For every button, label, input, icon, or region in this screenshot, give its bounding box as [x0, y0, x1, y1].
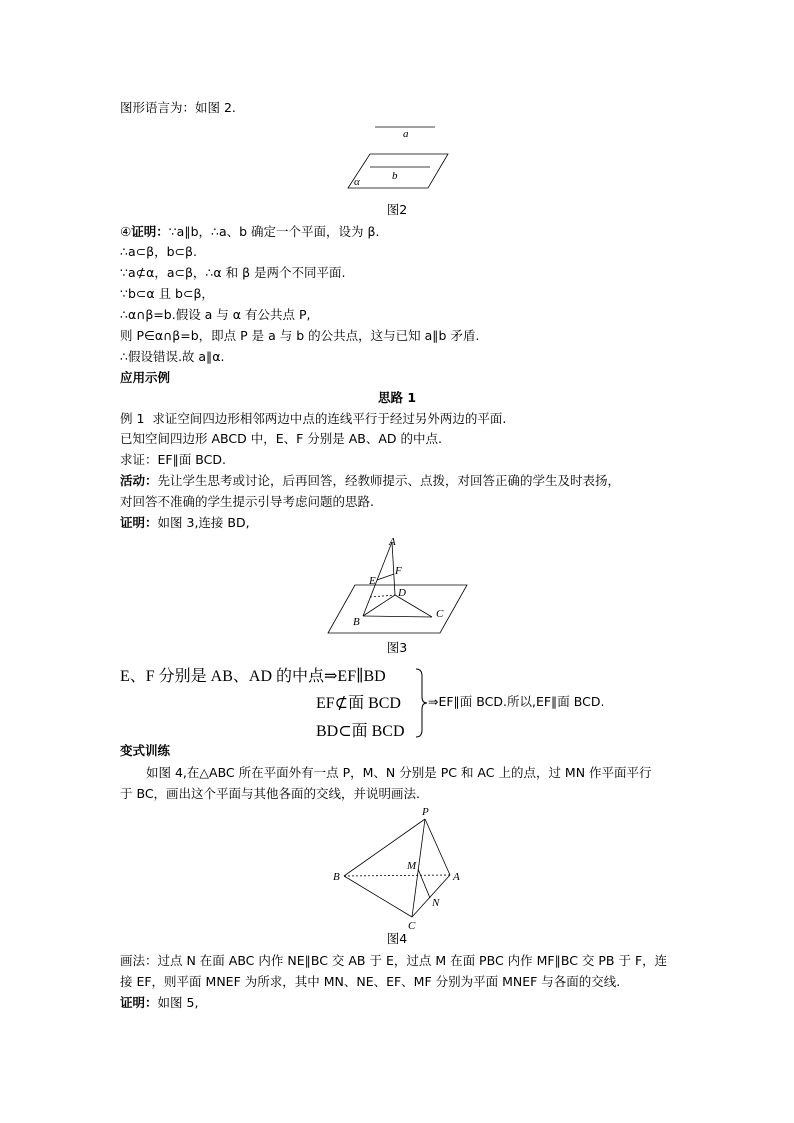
example1-prove: 求证：EF∥面 BCD.: [120, 452, 226, 467]
label-a: a: [403, 128, 409, 140]
edge-AB: [363, 542, 392, 616]
fig3-caption: 图3: [386, 640, 408, 655]
label-b: b: [392, 170, 398, 182]
proof5-label: 证明：: [120, 995, 158, 1010]
plane-alpha: [348, 154, 448, 188]
vertex-A: A: [389, 536, 396, 548]
vertex-A: A: [453, 871, 460, 883]
vertex-C: C: [408, 920, 416, 932]
intro-text: 图形语言为：如图 2.: [120, 100, 236, 115]
example1-text: 求证空间四边形相邻两边中点的连线平行于经过另外两边的平面.: [152, 411, 507, 426]
proof4-line4: ∵b⊂α 且 b⊂β，: [120, 286, 214, 301]
example1-prefix: 例 1: [120, 411, 145, 426]
proof-label: 证明：: [120, 515, 158, 530]
vertex-D: D: [398, 587, 406, 599]
right-brace-icon: [414, 668, 428, 738]
brace-row-1: E、F 分别是 AB、AD 的中点⇒EF∥BD: [120, 668, 386, 685]
figure-3: [325, 535, 475, 637]
activity-label: 活动：: [120, 473, 158, 488]
idea1-heading: 思路 1: [377, 390, 417, 405]
proof4-l1: ∵a∥b，∴a、b 确定一个平面，设为 β.: [168, 224, 380, 239]
vertex-M: M: [407, 860, 417, 872]
fig4-caption: 图4: [386, 931, 408, 946]
activity-text: 先让学生思考或讨论，后再回答，经教师提示、点拨，对回答正确的学生及时表扬，: [157, 473, 621, 488]
vertex-P: P: [422, 806, 429, 818]
proof-text: 如图 3,连接 BD,: [157, 515, 250, 530]
example1-activity-cont: 对回答不准确的学生提示引导考虑问题的思路.: [120, 494, 374, 509]
edge-PA: [425, 819, 450, 875]
proof4-line3: ∵a⊄α，a⊂β，∴α 和 β 是两个不同平面.: [120, 265, 346, 280]
proof5-text: 如图 5,: [157, 995, 199, 1010]
label-alpha: α: [354, 176, 360, 188]
segment-EF: [377, 574, 394, 580]
proof4-line7: ∴假设错误.故 a∥α.: [120, 349, 225, 364]
edge-BC: [344, 876, 412, 917]
vertex-F: F: [395, 565, 402, 577]
variant-text-1: 如图 4,在△ABC 所在平面外有一点 P，M、N 分别是 PC 和 AC 上的点，过 MN 作平面平行: [146, 765, 652, 780]
proof4-line6: 则 P∈α∩β=b，即点 P 是 a 与 b 的公共点，这与已知 a∥b 矛盾.: [120, 328, 480, 343]
brace-result: ⇒EF∥面 BCD.所以,EF∥面 BCD.: [428, 694, 605, 709]
edge-BA-hidden: [344, 875, 450, 876]
edge-BC: [363, 616, 432, 617]
vertex-N: N: [432, 897, 440, 909]
section-apply-heading: 应用示例: [120, 370, 171, 385]
brace-row-2: EF⊄面 BCD: [316, 695, 401, 712]
segment-MN: [418, 869, 430, 898]
vertex-B: B: [333, 871, 340, 883]
example1-activity: [120, 473, 620, 489]
brace-row-3: BD⊂面 BCD: [316, 723, 405, 740]
fig2-caption: 图2: [386, 202, 408, 217]
example1-statement: [120, 411, 506, 427]
proof4-marker: ④: [120, 224, 132, 239]
example1-proof: [120, 515, 250, 531]
figure-4: [330, 805, 470, 930]
vertex-B: B: [353, 616, 360, 628]
hidden-segment: [370, 595, 395, 597]
edge-BD: [363, 595, 395, 616]
vertex-E: E: [369, 575, 376, 587]
variant-text-2: 于 BC，画出这个平面与其他各面的交线，并说明画法.: [120, 786, 421, 801]
section-variant-heading: 变式训练: [120, 743, 171, 758]
method-text-2: 接 EF，则平面 MNEF 为所求，其中 MN、NE、EF、MF 分别为平面 MNEF 与各面的交线.: [120, 974, 621, 989]
proof4-line2: ∴a⊂β，b⊂β.: [120, 244, 197, 259]
proof5-line: [120, 995, 198, 1011]
figure-2: [340, 120, 460, 192]
edge-AC: [412, 875, 450, 917]
proof4-line1: [120, 224, 379, 240]
method-text-1: 画法：过点 N 在面 ABC 内作 NE∥BC 交 AB 于 E，过点 M 在面 PBC 内作 MF∥BC 交 PB 于 F，连: [120, 953, 668, 968]
vertex-C: C: [436, 608, 444, 620]
proof4-line5: ∴α∩β=b.假设 a 与 α 有公共点 P,: [120, 307, 311, 322]
proof4-title: 证明：: [131, 224, 169, 239]
example1-given: 已知空间四边形 ABCD 中，E、F 分别是 AB、AD 的中点.: [120, 431, 442, 446]
